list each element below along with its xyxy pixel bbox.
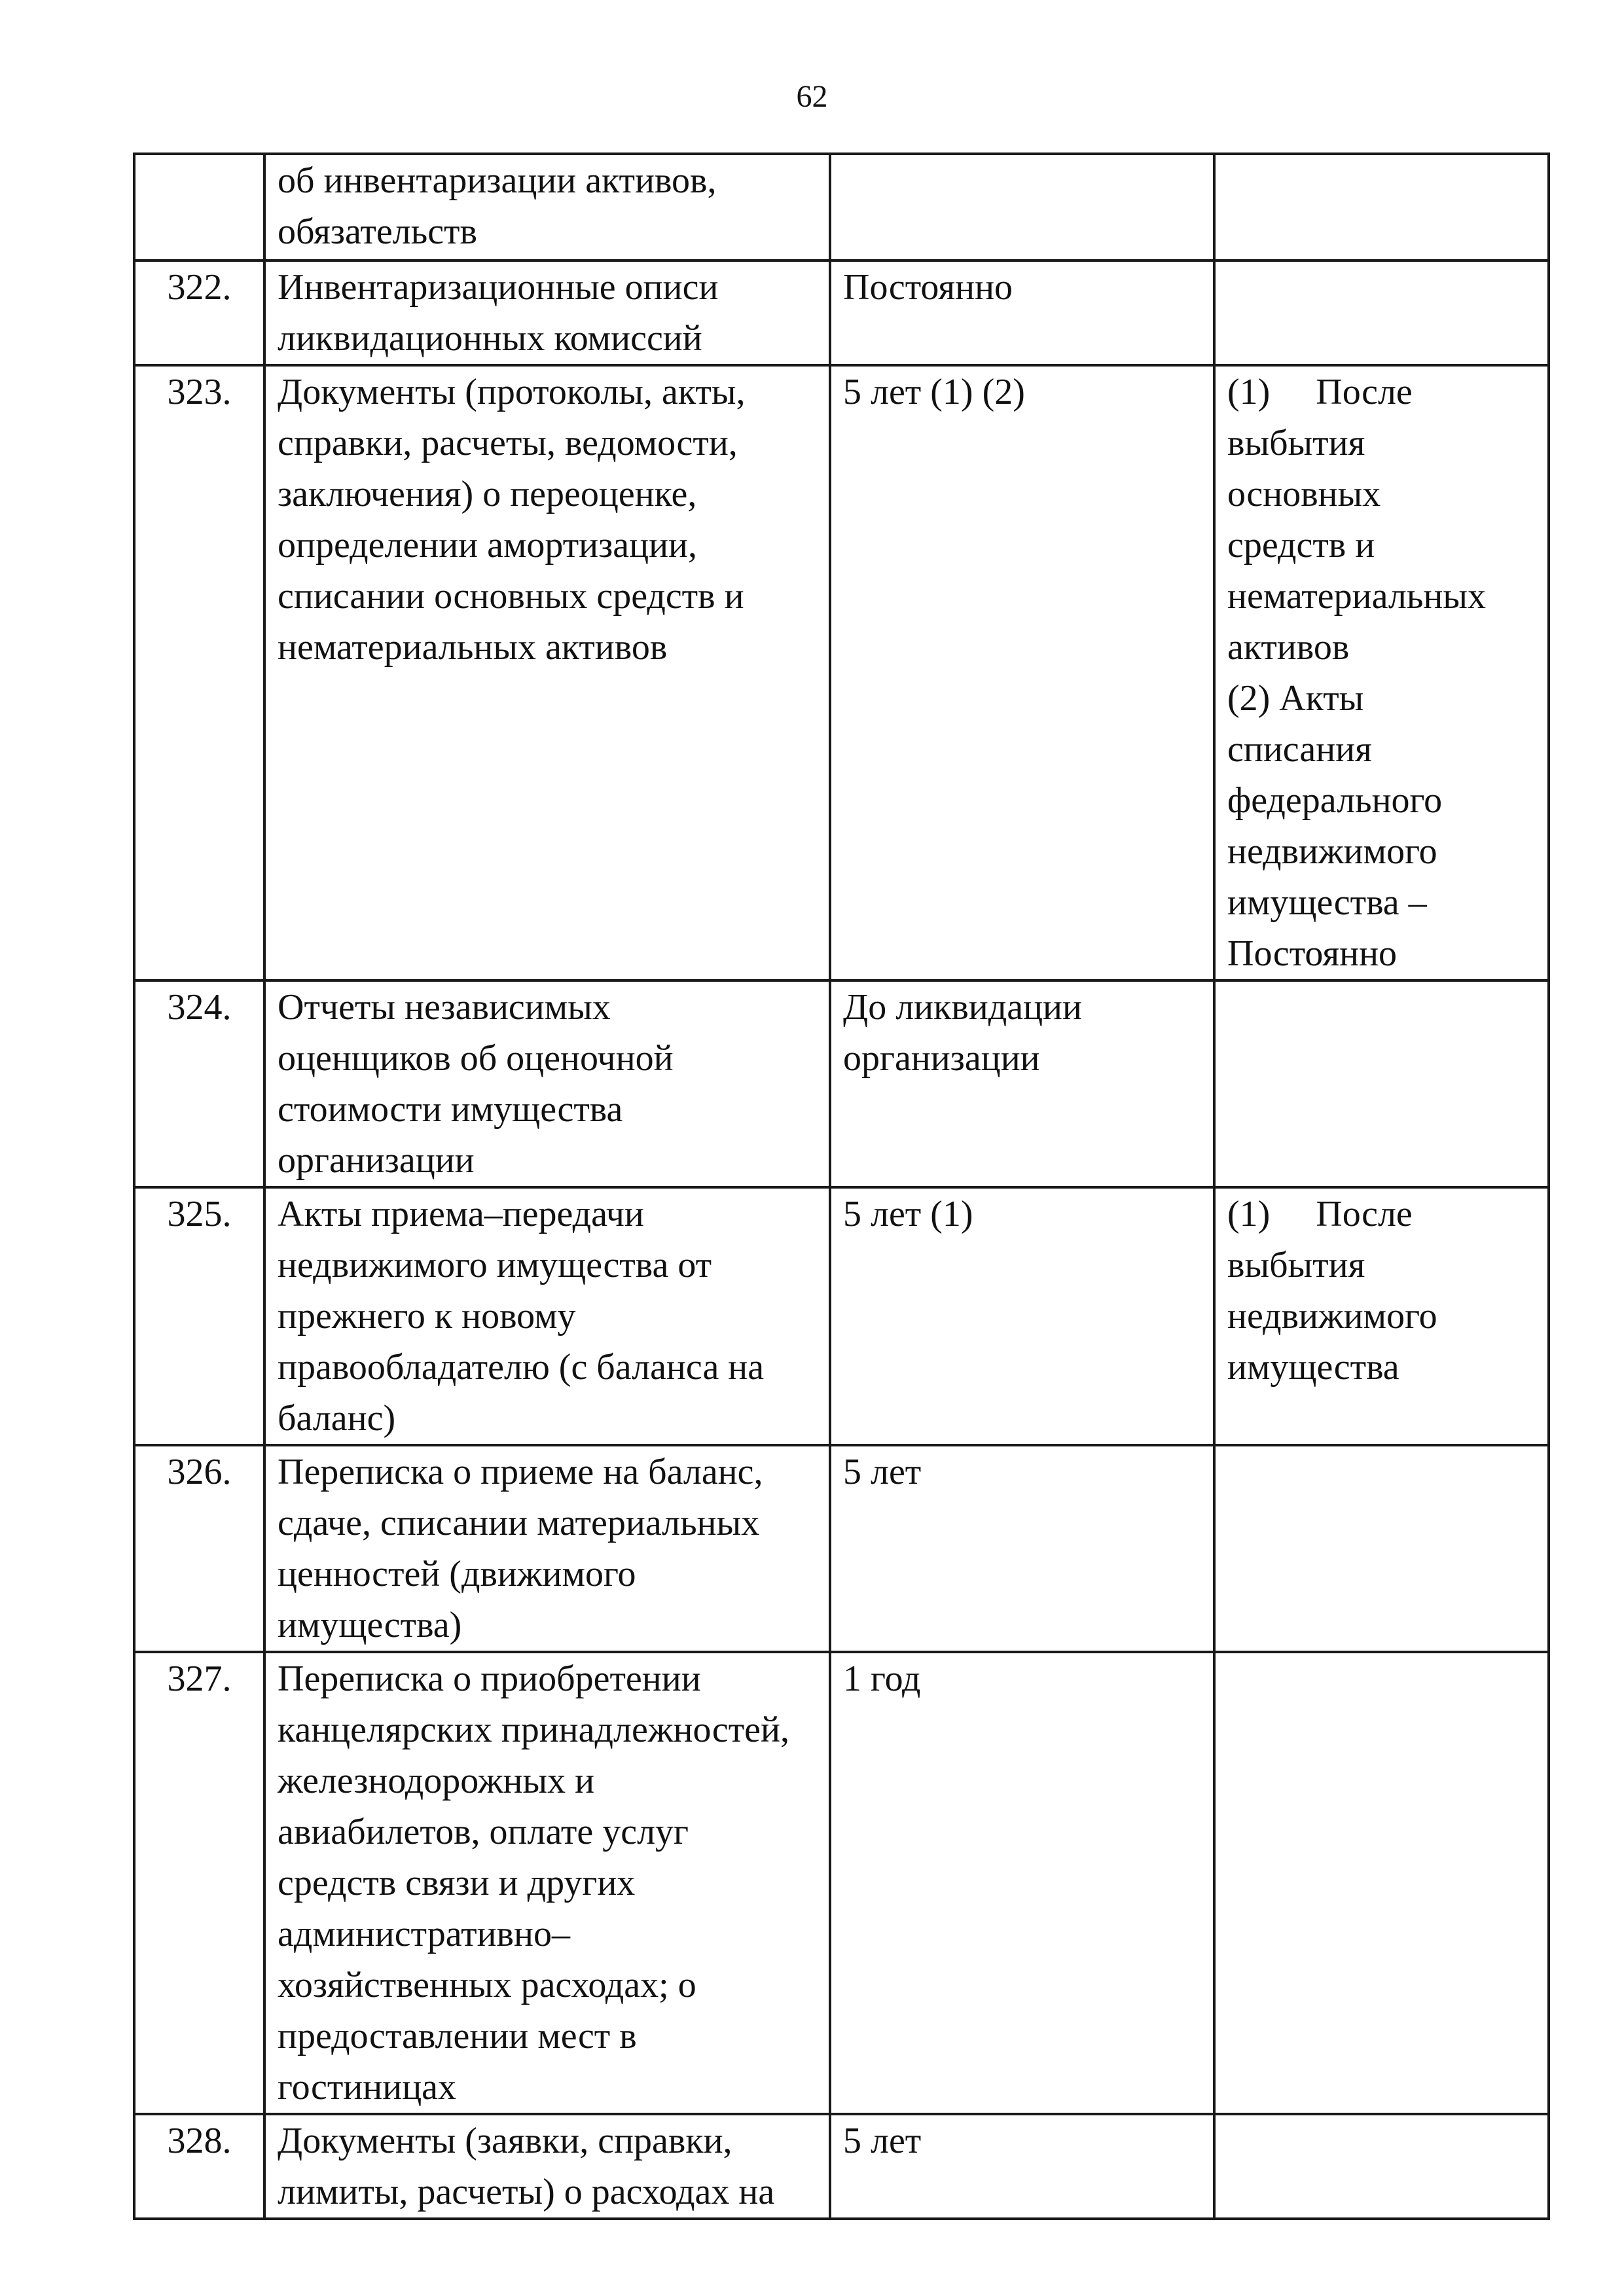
row-note-line: имущества – <box>1227 882 1427 923</box>
row-description <box>264 260 830 365</box>
row-note-line: Постоянно <box>1227 933 1398 974</box>
row-number: 325. <box>134 1187 264 1445</box>
table-row <box>134 2114 1549 2219</box>
table-row <box>134 1445 1549 1652</box>
row-description-line: определении амортизации, <box>278 525 698 565</box>
row-description <box>264 1187 830 1445</box>
table-row <box>134 980 1549 1187</box>
row-description <box>264 1652 830 2114</box>
row-description-line: Инвентаризационные описи <box>278 267 719 308</box>
row-retention-term <box>830 1652 1214 2114</box>
row-number: 324. <box>134 980 264 1187</box>
row-description-line: заключения) о переоценке, <box>278 474 697 514</box>
row-description-line: имущества) <box>278 1605 462 1645</box>
row-note-line: нематериальных <box>1227 576 1487 617</box>
row-description <box>264 154 830 260</box>
row-description <box>264 980 830 1187</box>
row-description-line: списании основных средств и <box>278 576 744 617</box>
page-number: 62 <box>796 79 828 114</box>
row-description-line: баланс) <box>278 1398 396 1439</box>
row-description <box>264 1445 830 1652</box>
row-note-line: средств и <box>1227 525 1375 565</box>
row-retention-term-line: 5 лет <box>843 2121 922 2161</box>
row-description-line: правообладателю (с баланса на <box>278 1347 765 1388</box>
row-description-line: прежнего к новому <box>278 1296 576 1336</box>
row-retention-term-line: До ликвидации <box>843 987 1082 1028</box>
row-note <box>1214 2114 1549 2219</box>
row-note-line: списания <box>1227 729 1372 770</box>
row-retention-term <box>830 980 1214 1187</box>
row-note-line: федерального <box>1227 780 1443 821</box>
row-description <box>264 365 830 980</box>
row-description-line: сдаче, списании материальных <box>278 1503 760 1543</box>
row-description-line: Документы (протоколы, акты, <box>278 372 746 412</box>
row-description-line: недвижимого имущества от <box>278 1245 712 1285</box>
table-row <box>134 1652 1549 2114</box>
row-description-line: ценностей (движимого <box>278 1554 636 1594</box>
row-description-line: Отчеты независимых <box>278 987 611 1028</box>
row-description-line: нематериальных активов <box>278 627 668 668</box>
row-description-line: хозяйственных расходах; о <box>278 1965 696 2005</box>
row-description-line: организации <box>278 1140 475 1181</box>
row-description-line: Документы (заявки, справки, <box>278 2121 732 2161</box>
row-retention-term <box>830 365 1214 980</box>
row-retention-term <box>830 1187 1214 1445</box>
row-description-line: ликвидационных комиссий <box>278 318 702 359</box>
row-retention-term-line: 5 лет (1) (2) <box>843 372 1025 412</box>
row-note-line: недвижимого <box>1227 1296 1437 1336</box>
row-description-line: Переписка о приеме на баланс, <box>278 1452 763 1492</box>
row-description-line: Переписка о приобретении <box>278 1659 701 1699</box>
row-description-line: об инвентаризации активов, <box>278 160 717 201</box>
row-description-line: оценщиков об оценочной <box>278 1038 674 1079</box>
row-number: 326. <box>134 1445 264 1652</box>
row-description-line: Акты приема–передачи <box>278 1194 644 1234</box>
row-retention-term <box>830 2114 1214 2219</box>
row-description-line: стоимости имущества <box>278 1089 623 1130</box>
row-retention-term-line: организации <box>843 1038 1040 1079</box>
row-note-line: (1) После <box>1227 372 1413 412</box>
row-note-line: (1) После <box>1227 1194 1413 1234</box>
row-note <box>1214 1445 1549 1652</box>
row-description-line: канцелярских принадлежностей, <box>278 1710 790 1750</box>
row-number: 327. <box>134 1652 264 2114</box>
row-description-line: гостиницах <box>278 2067 457 2108</box>
row-note-line: недвижимого <box>1227 831 1437 872</box>
row-retention-term <box>830 260 1214 365</box>
row-note <box>1214 1187 1549 1445</box>
row-description-line: железнодорожных и <box>278 1761 595 1801</box>
table-row <box>134 1187 1549 1445</box>
row-note-line: выбытия <box>1227 423 1365 463</box>
row-description-line: предоставлении мест в <box>278 2016 637 2056</box>
row-number: 322. <box>134 260 264 365</box>
row-description-line: обязательств <box>278 211 477 252</box>
row-note-line: активов <box>1227 627 1350 668</box>
table-row <box>134 365 1549 980</box>
row-description-line: авиабилетов, оплате услуг <box>278 1812 689 1852</box>
row-number: 323. <box>134 365 264 980</box>
row-note <box>1214 1652 1549 2114</box>
row-retention-term-line: 1 год <box>843 1659 921 1699</box>
row-retention-term <box>830 154 1214 260</box>
row-number <box>134 154 264 260</box>
table-row <box>134 260 1549 365</box>
row-note <box>1214 260 1549 365</box>
row-note-line: выбытия <box>1227 1245 1365 1285</box>
row-description-line: лимиты, расчеты) о расходах на <box>278 2172 775 2212</box>
row-retention-term-line: 5 лет <box>843 1452 922 1492</box>
row-description-line: средств связи и других <box>278 1863 636 1903</box>
row-description-line: справки, расчеты, ведомости, <box>278 423 738 463</box>
row-retention-term-line: Постоянно <box>843 267 1013 308</box>
row-description-line: административно– <box>278 1914 570 1954</box>
row-note <box>1214 980 1549 1187</box>
row-note-line: (2) Акты <box>1227 678 1364 719</box>
row-note-line: имущества <box>1227 1347 1399 1388</box>
retention-table <box>133 152 1550 2220</box>
row-retention-term-line: 5 лет (1) <box>843 1194 973 1234</box>
row-description <box>264 2114 830 2219</box>
row-number: 328. <box>134 2114 264 2219</box>
table-row <box>134 154 1549 260</box>
row-note <box>1214 154 1549 260</box>
row-note <box>1214 365 1549 980</box>
row-note-line: основных <box>1227 474 1381 514</box>
row-retention-term <box>830 1445 1214 1652</box>
